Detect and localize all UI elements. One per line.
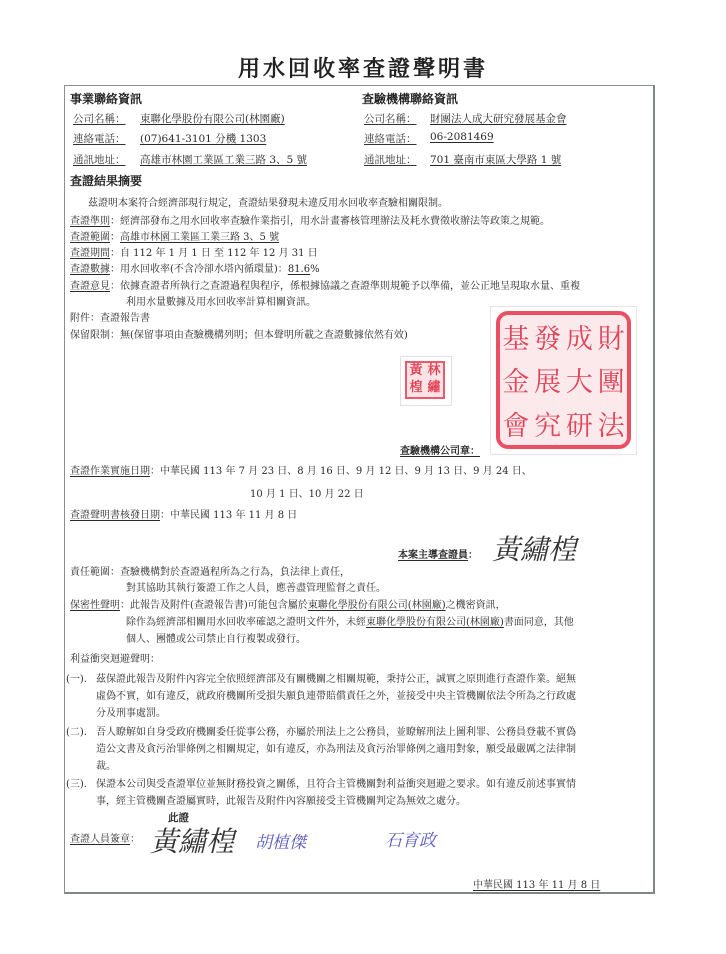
seal-char: 楻 [409, 380, 423, 395]
enterprise-contact-heading: 事業聯絡資訊 [70, 92, 143, 106]
responsibility-row [70, 563, 350, 578]
enterprise-company-value: 東聯化學股份有限公司(林園廠) [140, 113, 285, 125]
seal-char: 法 [597, 410, 625, 442]
work-dates-line1: ：中華民國 113 年 7 月 23 日、8 月 16 日、9 月 12 日、9 月 13 日、9 月 24 日、 [150, 466, 532, 477]
reservation-label: 保留限制 [70, 330, 110, 341]
signatures-row [70, 830, 140, 845]
lead-verifier-row [398, 546, 478, 561]
enterprise-address-label: 通訊地址： [73, 154, 126, 166]
seal-char: 團 [597, 367, 625, 399]
confidentiality-line2 [126, 613, 574, 628]
work-dates-label: 查證作業實施日期 [70, 466, 150, 477]
scope-label: 查證範圍 [70, 232, 110, 243]
verifier-address-label: 通訊地址： [364, 154, 417, 166]
confidentiality-row [70, 596, 506, 611]
company-seal-stamp [490, 306, 637, 455]
confidentiality-line2-prefix: 除作為經濟部相關用水回收率確認之證明文件外，未經 [126, 617, 366, 628]
verifier-company-value: 財團法人成大研究發展基金會 [430, 113, 567, 125]
conflict-item-1-line1: 茲保證此報告及附件內容完全依照經濟部及有關機關之相關規範，秉持公正，誠實之原則進行查證作業。絕無 [96, 674, 576, 685]
seal-char: 研 [565, 410, 593, 442]
data-label: 查證數據 [70, 264, 110, 275]
conflict-item-2-line1: 吾人瞭解如自身受政府機關委任從事公務，亦屬於刑法上之公務員，並瞭解刑法上圖利罪、公務員登載不實偽 [96, 727, 576, 738]
conflict-item-1-marker: (一). [66, 674, 87, 685]
opinion-row [70, 277, 580, 292]
responsibility-label: 責任範圍 [70, 567, 110, 578]
enterprise-company-label: 公司名稱： [73, 113, 126, 125]
signatures-label: 查證人員簽章 [70, 834, 130, 845]
verifier-phone-value: 06-2081469 [430, 131, 494, 143]
seal-char: 展 [534, 367, 562, 399]
confidentiality-line1-prefix: ：此報告及附件(查證報告書)可能包含屬於 [120, 600, 308, 611]
seal-char: 繡 [427, 380, 441, 395]
data-unit: % [310, 264, 320, 275]
conflict-item-2-line3: 裁。 [96, 761, 116, 772]
opinion-line2: 利用水量數據及用水回收率計算相關資訊。 [126, 297, 316, 308]
seal-char: 金 [502, 367, 530, 399]
conflict-item-3-line2: 事，經主管機關查證屬實時，此報告及附件內容願接受主管機關判定為無效之處分。 [96, 796, 466, 807]
footer-date: 中華民國 113 年 11 月 8 日 [473, 880, 601, 891]
confidentiality-line1-suffix: 之機密資訊， [445, 600, 506, 611]
data-row [70, 260, 320, 275]
confidentiality-company: 東聯化學股份有限公司(林園廠) [307, 600, 446, 611]
criteria-label: 查證準則 [70, 216, 110, 227]
attachment-row [70, 309, 150, 324]
seal-char: 究 [534, 410, 562, 442]
confidentiality-company: 東聯化學股份有限公司(林園廠) [366, 617, 504, 628]
issue-date-value: ：中華民國 113 年 11 月 8 日 [160, 510, 298, 521]
confidentiality-line3: 個人、團體或公司禁止自行複製或發行。 [126, 634, 306, 645]
issue-date-label: 查證聲明書核發日期 [70, 510, 160, 521]
attachment-value: ：查證報告書 [90, 313, 150, 324]
period-value: ：自 112 年 1 月 1 日 至 112 年 12 月 31 日 [110, 248, 318, 259]
personal-seal-stamp [400, 356, 452, 406]
seal-char: 基 [502, 324, 530, 356]
conflict-item-2-line2: 造公文書及貪污治罪條例之相關規定，如有違反，亦為刑法及貪污治罪條例之適用對象，願受最嚴厲之法律制 [96, 744, 576, 755]
seal-char: 成 [565, 324, 593, 356]
opinion-line1: ：依據查證者所執行之查證過程與程序，係根據協議之查證準則規範予以準備，並公正地呈現取水量、重複 [110, 281, 580, 292]
seal-char: 會 [502, 410, 530, 442]
signatures-colon: ： [130, 834, 140, 845]
signature-verifier-2: 胡植傑 [255, 833, 306, 853]
work-dates-line2: 10 月 1 日、10 月 22 日 [250, 489, 364, 500]
conflict-item-1-line3: 分及刑事處罰。 [96, 708, 166, 719]
lead-verifier-colon: ： [468, 550, 478, 561]
document-title: 用水回收率查證聲明書 [237, 56, 488, 82]
opinion-label: 查證意見 [70, 281, 110, 292]
seal-char: 發 [534, 324, 562, 356]
conflict-item-2-marker: (二). [66, 727, 87, 738]
scope-row: 查證範圍：高雄市林園工業區工業三路 3、5 號 [70, 232, 280, 243]
summary-intro: 茲證明本案符合經濟部現行規定，查證結果發現未違反用水回收率查驗相關限制。 [88, 198, 448, 209]
seal-char: 大 [565, 367, 593, 399]
personal-seal-ink [405, 361, 445, 399]
enterprise-phone-label: 連絡電話： [73, 133, 126, 145]
conflict-heading: 利益衝突迴避聲明： [70, 654, 160, 665]
recycle-rate-value: 81.6 [287, 264, 311, 275]
criteria-value: ：經濟部發布之用水回收率查驗作業指引，用水計畫審核管理辦法及耗水費徵收辦法等政策之規範。 [110, 216, 550, 227]
seal-char: 林 [427, 363, 441, 378]
attachment-label: 附件 [70, 313, 90, 324]
conflict-item-1-line2: 虛偽不實，如有違反，就政府機關所受損失願負連帶賠償責任之外，並接受中央主管機關依法令所為之行政處 [96, 691, 576, 702]
lead-verifier-signature: 黃繡楻 [492, 533, 577, 566]
verifier-phone-label: 連絡電話： [364, 133, 417, 145]
reservation-value: ：無(保留事項由查驗機構列明；但本聲明所載之查證數據依然有效) [110, 330, 408, 341]
lead-verifier-label: 本案主導查證員 [398, 550, 468, 561]
responsibility-line2: 對其協助其執行簽證工作之人員，應善盡管理監督之責任。 [126, 583, 386, 594]
work-dates-row [70, 462, 532, 477]
signature-verifier-1: 黃繡楻 [150, 825, 235, 858]
conflict-item-3-marker: (三). [66, 779, 87, 790]
closing-text: 此證 [168, 812, 189, 824]
period-label: 查證期間 [70, 248, 110, 259]
verifier-contact-heading: 查驗機構聯絡資訊 [362, 92, 459, 106]
responsibility-line1: ：查驗機構對於查證過程所為之行為，負法律上責任， [110, 567, 350, 578]
seal-char: 財 [597, 324, 625, 356]
confidentiality-line2-suffix: 書面同意，其他 [503, 617, 574, 628]
period-row [70, 244, 318, 259]
conflict-item-3-line1: 保證本公司與受查證單位並無財務投資之關係，且符合主管機關對利益衝突迴避之要求。如有違反前述事實情 [96, 779, 576, 790]
confidentiality-label: 保密性聲明 [70, 600, 120, 611]
seal-char: 黃 [409, 363, 423, 378]
reservation-row [70, 326, 408, 341]
summary-heading: 查證結果摘要 [70, 174, 143, 188]
scope-value: 高雄市林園工業區工業三路 3、5 號 [120, 232, 280, 243]
criteria-row [70, 212, 550, 227]
verifier-company-label: 公司名稱： [364, 113, 417, 125]
company-seal-label: 查驗機構公司章： [400, 446, 480, 457]
company-seal-ink [496, 311, 631, 449]
verifier-address-value: 701 臺南市東區大學路 1 號 [430, 154, 562, 166]
signature-verifier-3: 石育政 [385, 831, 436, 851]
issue-date-row [70, 506, 297, 521]
data-prefix: ：用水回收率(不含冷卻水塔內循環量)： [110, 264, 288, 275]
enterprise-phone-value: (07)641-3101 分機 1303 [140, 133, 267, 145]
enterprise-address-value: 高雄市林園工業區工業三路 3、5 號 [140, 154, 308, 166]
